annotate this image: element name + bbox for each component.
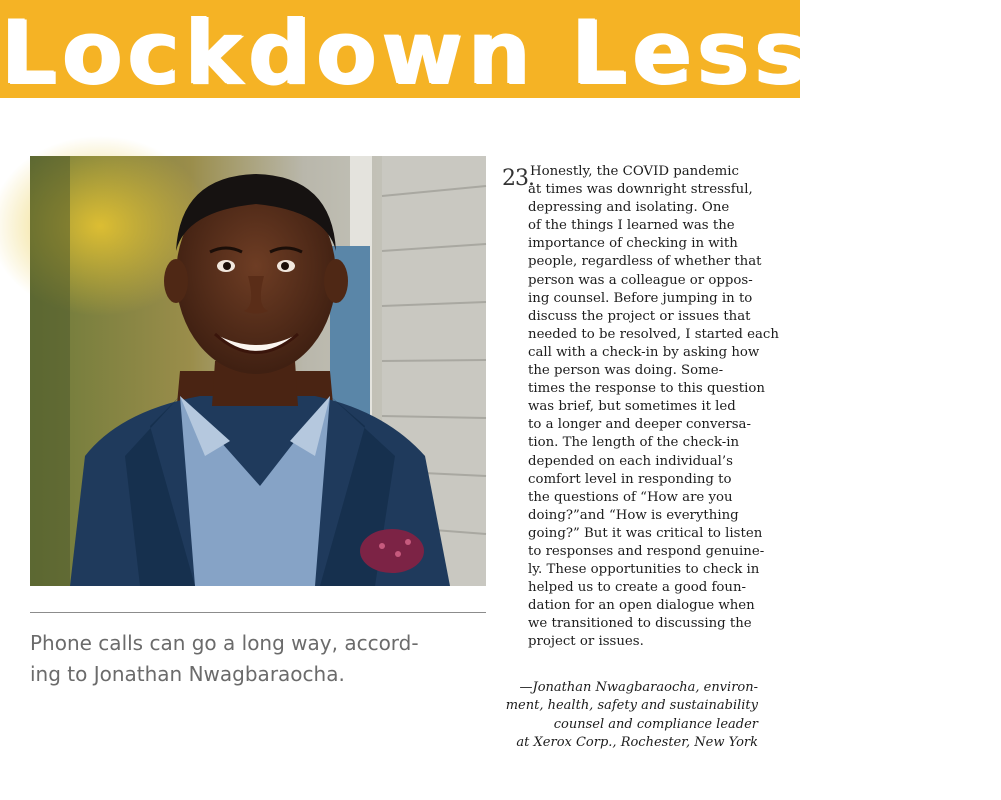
quote-line: times the response to this question [528, 381, 765, 397]
portrait-illustration [30, 156, 486, 586]
quote-line: going?” But it was critical to listen [528, 525, 763, 541]
quote-line: tion. The length of the check-in [528, 435, 740, 451]
quote-line: depressing and isolating. One [528, 200, 730, 216]
attribution-line: counsel and compliance leader [553, 716, 758, 732]
quote-line: needed to be resolved, I started each [528, 326, 779, 342]
quote-line: at times was downright stressful, [528, 182, 753, 198]
quote-line: call with a check-in by asking how [528, 344, 760, 360]
quote-line: we transitioned to discussing the [528, 616, 752, 632]
quote-line: helped us to create a good foun- [528, 580, 746, 596]
quote-line: ly. These opportunities to check in [528, 562, 760, 578]
quote-body [528, 163, 790, 652]
attribution-line: at Xerox Corp., Rochester, New York [516, 734, 758, 750]
quote-number: 23. [502, 166, 534, 191]
caption-divider [30, 612, 486, 613]
attribution-line: ment, health, safety and sustainability [505, 698, 758, 714]
quote-line: to responses and respond genuine- [528, 543, 765, 559]
quote-line: person was a colleague or oppos- [528, 272, 753, 288]
quote-line: depended on each individual’s [528, 453, 733, 469]
quote-line: of the things I learned was the [528, 218, 735, 234]
attribution-line: —Jonathan Nwagbaraocha, environ- [519, 680, 758, 695]
quote-line: to a longer and deeper conversa- [528, 417, 751, 433]
title-banner [0, 0, 1001, 104]
photo-caption [30, 628, 490, 690]
quote-line: importance of checking in with [528, 236, 738, 252]
quote-line: project or issues. [528, 634, 644, 650]
quote-line: the questions of “How are you [528, 489, 733, 505]
portrait-photo [30, 156, 486, 586]
quote-line: the person was doing. Some- [528, 363, 724, 379]
caption-line: Phone calls can go a long way, accord- [30, 631, 419, 655]
quote-line: comfort level in responding to [528, 471, 732, 487]
page-title: Lockdown Lessons [0, 1, 1001, 104]
quote-line: ing counsel. Before jumping in to [528, 290, 753, 306]
quote-line: doing?”and “How is everything [528, 507, 739, 523]
quote-line: discuss the project or issues that [528, 308, 751, 324]
quote-line: dation for an open dialogue when [528, 598, 755, 614]
caption-line: ing to Jonathan Nwagbaraocha. [30, 662, 345, 686]
quote-line: people, regardless of whether that [528, 254, 762, 270]
quote-line: Honestly, the COVID pandemic [530, 164, 739, 179]
quote-attribution [458, 679, 758, 752]
quote-line: was brief, but sometimes it led [528, 399, 736, 415]
